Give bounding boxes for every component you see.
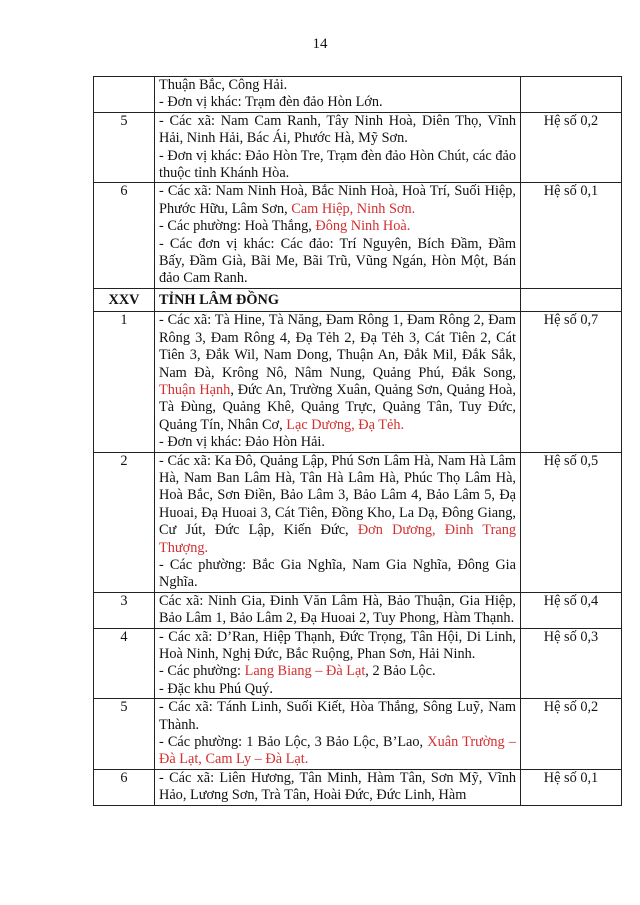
description-line: [159, 453, 516, 557]
description-line: [159, 663, 516, 680]
unit-description-cell: [155, 699, 521, 770]
description-line: [159, 113, 516, 148]
row-number-cell: 6: [94, 183, 155, 288]
text-segment: - Các xã: Tà Hine, Tà Năng, Đam Rông 1, Đam Rông 2, Đam Rông 3, Đam Rông 4, Đạ Tẻh 2, Đạ Tẻh 3, Cát Tiên 2, Cát Tiên 3, Đắk Wil, Nam Dong, Thuận An, Đắk Mil, Đắk Sắk, Nam Đà, Krông Nô, Nâm Nung, Quảng Phú, Đắk Song,: [159, 312, 516, 381]
table-row: [94, 452, 622, 592]
description-line: [159, 148, 516, 183]
text-segment: - Các xã: Nam Ninh Hoà, Bắc Ninh Hoà, Hoà Trí, Suối Hiệp, Phước Hữu, Lâm Sơn,: [159, 183, 516, 217]
highlighted-text: Cam Hiệp, Ninh Sơn.: [291, 200, 416, 217]
unit-description-cell: [155, 312, 521, 452]
text-segment: , Đức An, Trường Xuân, Quảng Sơn, Quảng Hoà, Tà Đùng, Quảng Khê, Quảng Trực, Quảng Tân, Tuy Đức, Quảng Tín, Nhân Cơ,: [159, 381, 516, 433]
text-segment: - Các xã: Tánh Linh, Suối Kiết, Hòa Thắng, Sông Luỹ, Nam Thành.: [159, 699, 516, 733]
coefficient-cell: [521, 288, 622, 311]
description-line: [159, 699, 516, 734]
table-row: [94, 699, 622, 770]
text-segment: - Các phường:: [159, 663, 245, 680]
description-line: [159, 681, 516, 698]
description-line: [159, 218, 516, 235]
text-segment: Thuận Bắc, Công Hải.: [159, 77, 288, 93]
description-line: [159, 629, 516, 664]
row-number-cell: XXV: [94, 288, 155, 311]
table-body: [94, 77, 622, 806]
coefficient-cell: Hệ số 0,4: [521, 592, 622, 628]
coefficient-cell: [521, 77, 622, 113]
table-row: [94, 592, 622, 628]
highlighted-text: Đơn Dương, Đinh Trang Thượng.: [159, 522, 516, 556]
row-number-cell: 2: [94, 452, 155, 592]
table-row: [94, 183, 622, 288]
table-row: [94, 77, 622, 113]
unit-description-cell: [155, 183, 521, 288]
row-number-cell: 3: [94, 592, 155, 628]
description-line: [159, 94, 516, 111]
coefficient-cell: Hệ số 0,2: [521, 699, 622, 770]
text-segment: - Các phường: 1 Bảo Lộc, 3 Bảo Lộc, B’Lao,: [159, 734, 428, 751]
row-number-cell: [94, 77, 155, 113]
text-segment: - Đơn vị khác: Đảo Hòn Tre, Trạm đèn đảo Hòn Chút, các đảo thuộc tỉnh Khánh Hòa.: [159, 147, 516, 182]
text-segment: Các xã: Ninh Gia, Đinh Văn Lâm Hà, Bảo Thuận, Gia Hiệp, Bảo Lâm 1, Bảo Lâm 2, Đạ Huoai 2, Tuy Phong, Hàm Thạnh.: [159, 592, 516, 627]
description-line: [159, 312, 516, 434]
highlighted-text: Lang Biang – Đà Lạt: [244, 663, 366, 680]
description-line: [159, 183, 516, 218]
page-number: 14: [312, 36, 328, 52]
description-line: [159, 557, 516, 592]
allowance-coefficient-table: [93, 76, 622, 806]
text-segment: - Các xã: Nam Cam Ranh, Tây Ninh Hoà, Diên Thọ, Vĩnh Hải, Ninh Hải, Bác Ái, Phước Hà, Mỹ Sơn.: [159, 112, 516, 147]
text-segment: - Các xã: Ka Đô, Quảng Lập, Phú Sơn Lâm Hà, Nam Hà Lâm Hà, Nam Ban Lâm Hà, Tân Hà Lâm Hà, Phúc Thọ Lâm Hà, Hoà Bắc, Sơn Điền, Bảo Lâm 3, Bảo Lâm 4, Bảo Lâm 5, Đạ Huoai, Đạ Huoai 3, Cát Tiên, Đồng Kho, La Dạ, Đông Giang, Cư Jút, Đức Lập, Kiến Đức,: [159, 452, 516, 539]
highlighted-text: Thuận Hạnh: [159, 381, 231, 398]
row-number-cell: 1: [94, 312, 155, 452]
description-line: [159, 434, 516, 451]
row-number-cell: 4: [94, 628, 155, 699]
coefficient-cell: Hệ số 0,3: [521, 628, 622, 699]
text-segment: - Đơn vị khác: Trạm đèn đảo Hòn Lớn.: [159, 94, 383, 111]
table-section-heading-row: [94, 288, 622, 311]
text-segment: - Các phường: Bắc Gia Nghĩa, Nam Gia Nghĩa, Đông Gia Nghĩa.: [159, 556, 516, 591]
coefficient-cell: Hệ số 0,2: [521, 112, 622, 183]
highlighted-text: Lạc Dương, Đạ Tẻh.: [286, 416, 405, 433]
row-number-cell: 5: [94, 699, 155, 770]
text-segment: - Đơn vị khác: Đảo Hòn Hải.: [159, 434, 325, 451]
text-segment: , 2 Bảo Lộc.: [365, 663, 436, 680]
unit-description-cell: [155, 452, 521, 592]
description-line: [159, 77, 516, 94]
unit-description-cell: [155, 628, 521, 699]
unit-description-cell: [155, 769, 521, 805]
row-number-cell: 6: [94, 769, 155, 805]
text-segment: - Các xã: D’Ran, Hiệp Thạnh, Đức Trọng, Tân Hội, Di Linh, Hoà Ninh, Nghị Đức, Bắc Ruộng, Phan Sơn, Hải Ninh.: [159, 628, 516, 662]
text-segment: - Các đơn vị khác: Các đảo: Trí Nguyên, Bích Đầm, Đầm Bấy, Đầm Già, Bãi Me, Bãi Trũ, Vũng Ngán, Hòn Một, Bán đảo Cam Ranh.: [159, 235, 516, 287]
coefficient-cell: Hệ số 0,1: [521, 769, 622, 805]
description-line: [159, 593, 516, 628]
unit-description-cell: [155, 112, 521, 183]
text-segment: - Các phường: Hoà Thắng,: [159, 218, 316, 235]
coefficient-cell: Hệ số 0,5: [521, 452, 622, 592]
table-row: [94, 769, 622, 805]
table-row: [94, 312, 622, 452]
highlighted-text: Xuân Trường – Đà Lạt, Cam Ly – Đà Lạt.: [159, 734, 516, 768]
table-row: [94, 112, 622, 183]
coefficient-cell: Hệ số 0,7: [521, 312, 622, 452]
text-segment: - Các xã: Liên Hương, Tân Minh, Hàm Tân, Sơn Mỹ, Vĩnh Hảo, Lương Sơn, Trà Tân, Hoài Đức, Đức Linh, Hàm: [159, 769, 516, 804]
description-line: [159, 292, 516, 309]
text-segment: TỈNH LÂM ĐỒNG: [159, 291, 279, 308]
text-segment: - Đặc khu Phú Quý.: [159, 680, 273, 697]
unit-description-cell: [155, 288, 521, 311]
description-line: [159, 236, 516, 288]
unit-description-cell: [155, 77, 521, 113]
row-number-cell: 5: [94, 112, 155, 183]
highlighted-text: Đông Ninh Hoà.: [315, 218, 411, 235]
description-line: [159, 770, 516, 805]
description-line: [159, 734, 516, 769]
unit-description-cell: [155, 592, 521, 628]
coefficient-cell: Hệ số 0,1: [521, 183, 622, 288]
table-row: [94, 628, 622, 699]
